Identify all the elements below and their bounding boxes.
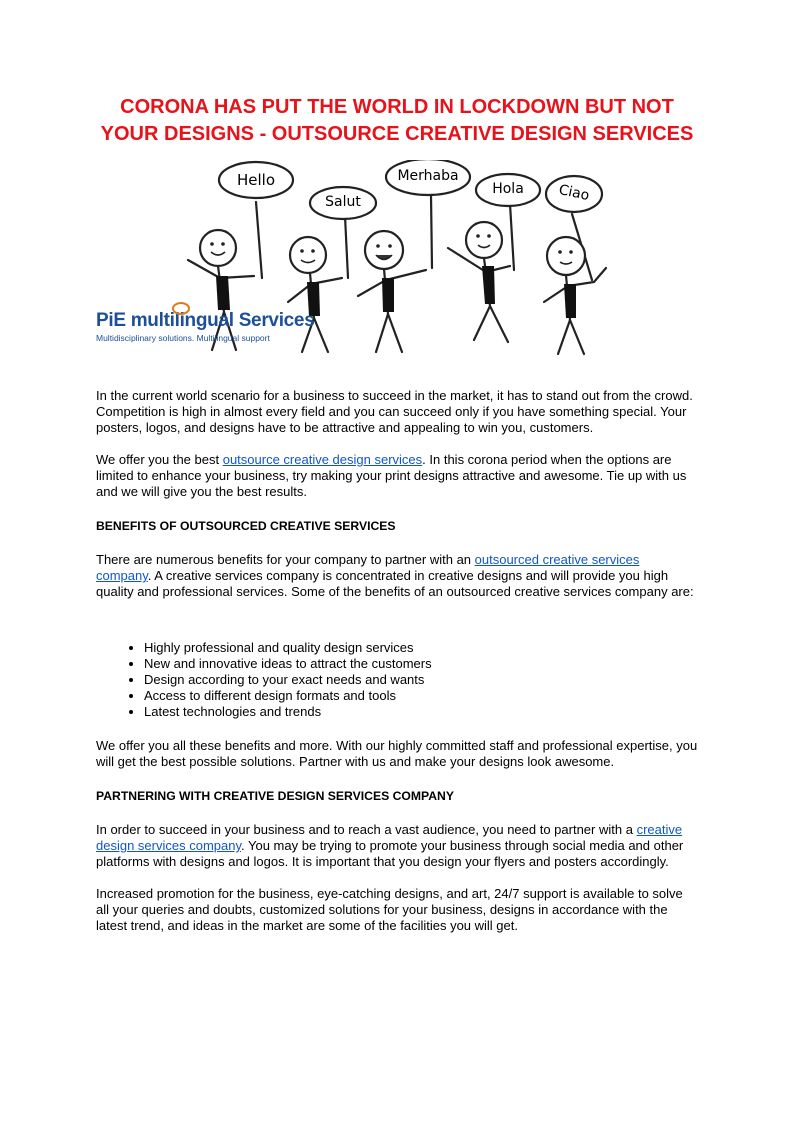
intro-paragraph: In the current world scenario for a business to succeed in the market, it has to stand out from the crowd. Competition is high in almost every field and you can succeed only if you have something special. Your posters, logos, and designs have to be attractive and appealing to win you, customers. [96,388,693,435]
offer-text-start: We offer you the best [96,452,223,467]
greeting-illustration [96,160,636,360]
benefits-list [96,640,698,720]
list-item: • Design according to your exact needs and wants [144,672,698,688]
logo-tagline: Multidisciplinary solutions. Multilingual support [96,333,270,343]
benefits-heading: BENEFITS OF OUTSOURCED CREATIVE SERVICES [96,519,396,533]
offer-paragraph [96,452,698,500]
company-logo [96,310,336,343]
outsourced-services-link[interactable]: outsourced creative services company [96,552,640,583]
partnering-heading: PARTNERING WITH CREATIVE DESIGN SERVICES COMPANY [96,789,454,803]
logo-main-text: PiE multilingual Services [96,310,315,331]
outsource-design-link[interactable]: outsource creative design services [222,452,423,467]
sign-ciao: Ciao [557,181,591,205]
summary-paragraph: We offer you all these benefits and more. With our highly committed staff and professional expertise, you will get the best possible solutions. Partner with us and make your designs look awesome. [96,738,698,769]
partnering-paragraph [96,822,698,870]
sign-merhaba: Merhaba [397,168,459,184]
sign-hello: Hello [236,171,276,189]
sign-salut: Salut [325,194,361,210]
list-item: • Access to different design formats and tools [144,688,698,704]
offer-text-end: . In this corona period when the options are limited to enhance your business, try making your print designs attractive and awesome. Tie up with us and we will give you the best results. [96,452,687,499]
benefits-text-start: There are numerous benefits for your company to partner with an [96,552,475,567]
benefits-paragraph [96,552,698,600]
logo-eye-icon [172,302,190,315]
facilities-paragraph: Increased promotion for the business, eye-catching designs, and art, 24/7 support is available to solve all your queries and doubts, customized solutions for your business, designs in accordance with the latest trend, and ideas in the market are some of the facilities you will get. [96,886,683,933]
sign-hola: Hola [492,181,524,197]
page-title: CORONA HAS PUT THE WORLD IN LOCKDOWN BUT NOT YOUR DESIGNS - OUTSOURCE CREATIVE DESIGN SERVICES [100,96,694,145]
benefits-text-end: . A creative services company is concentrated in creative designs and will provide you high quality and professional services. Some of the benefits of an outsourced creative services company are: [96,568,694,599]
document-page [96,94,698,934]
partnering-text-end: . You may be trying to promote your business through social media and other platforms with designs and logos. It is important that you design your flyers and posters accordingly. [96,838,684,869]
creative-company-link[interactable]: creative design services company [96,822,683,853]
partnering-text-start: In order to succeed in your business and to reach a vast audience, you need to partner with a [96,822,637,837]
list-item: • Latest technologies and trends [144,704,698,720]
list-item: • New and innovative ideas to attract the customers [144,656,698,672]
list-item: • Highly professional and quality design services [144,640,698,656]
